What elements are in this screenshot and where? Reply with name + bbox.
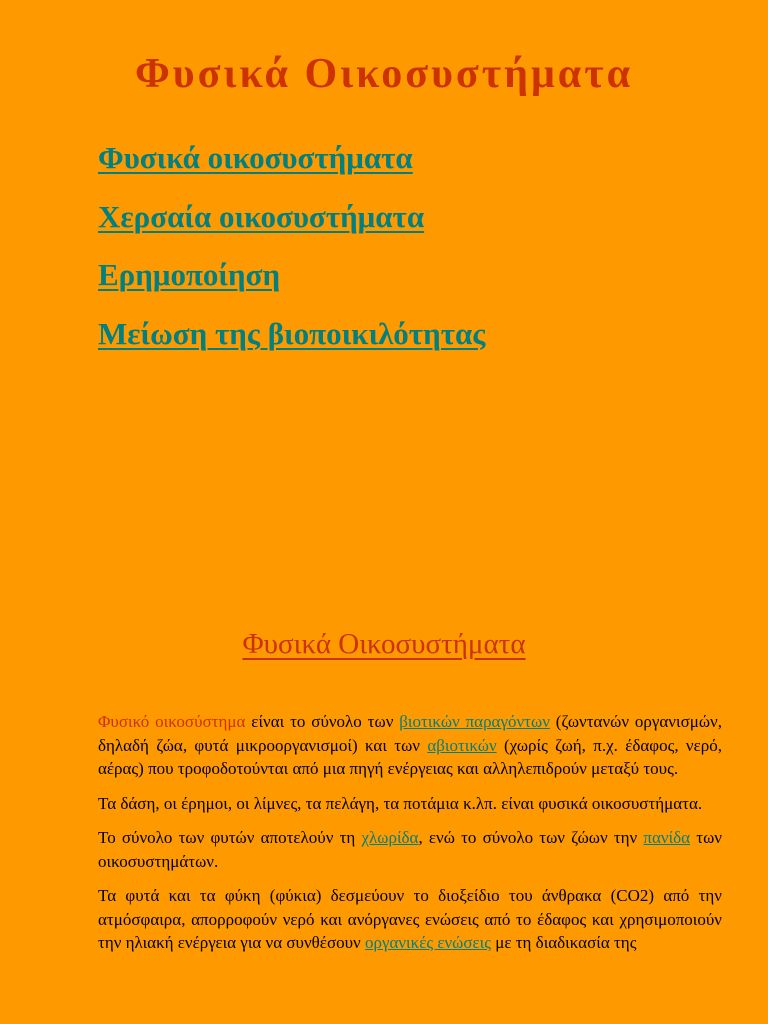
text-span: , ενώ το σύνολο των ζώων την: [418, 828, 644, 847]
toc-item: [98, 199, 485, 258]
toc-link-desertification[interactable]: Ερημοποίηση: [98, 257, 281, 292]
text-span: με τη διαδικασία της: [490, 933, 637, 952]
article-body: [98, 710, 722, 966]
link-flora[interactable]: χλωρίδα: [361, 828, 419, 847]
toc-link-natural-ecosystems[interactable]: Φυσικά οικοσυστήματα: [98, 140, 413, 175]
table-of-contents: [98, 140, 485, 374]
link-organic-compounds[interactable]: οργανικές ενώσεις: [364, 933, 491, 952]
link-fauna[interactable]: πανίδα: [643, 828, 691, 847]
link-abiotic[interactable]: αβιοτικών: [427, 735, 497, 755]
text-span: Τα φυτά και τα φύκη (φύκια) δεσμεύουν το διοξείδιο του άνθρακα (CO2) από την ατμόσφαιρα, απορροφούν νερό και ανόργανες ενώσεις από το έδαφος και χρησιμοποιούν την ηλιακή ενέργεια για να συνθέσουν: [98, 886, 722, 952]
text-span: (ζωντανών οργανισμών, δηλαδή ζώα, φυτά μικροοργανισμοί) και των: [98, 712, 722, 755]
paragraph-flora-fauna: [98, 826, 722, 873]
text-span: είναι το σύνολο των: [245, 712, 400, 731]
text-span: Το σύνολο των φυτών αποτελούν τη: [98, 828, 362, 847]
term-natural-ecosystem: Φυσικό οικοσύστημα: [98, 712, 246, 731]
link-biotic-factors[interactable]: βιοτικών παραγόντων: [399, 712, 550, 731]
section-heading: [0, 628, 768, 661]
paragraph-definition: [98, 710, 722, 781]
paragraph-photosynthesis: [98, 884, 722, 955]
text-span: των οικοσυστημάτων.: [98, 828, 722, 871]
text-span: (χωρίς ζωή, π.χ. έδαφος, νερό, αέρας) που τροφοδοτούνται από μια πηγή ενέργειας και αλληλεπιδρούν μεταξύ τους.: [98, 735, 722, 778]
page-title: Φυσικά Οικοσυστήματα: [134, 51, 634, 97]
paragraph-examples: Τα δάση, οι έρημοι, οι λίμνες, τα πελάγη, τα ποτάμια κ.λπ. είναι φυσικά οικοσυστήματα.: [98, 793, 703, 813]
toc-item: [98, 316, 485, 375]
toc-item: [98, 140, 485, 199]
toc-link-biodiversity-loss[interactable]: Μείωση της βιοποικιλότητας: [98, 315, 486, 351]
toc-link-terrestrial-ecosystems[interactable]: Χερσαία οικοσυστήματα: [98, 198, 425, 234]
section-heading-text: Φυσικά Οικοσυστήματα: [242, 628, 526, 660]
toc-item: [98, 257, 485, 316]
